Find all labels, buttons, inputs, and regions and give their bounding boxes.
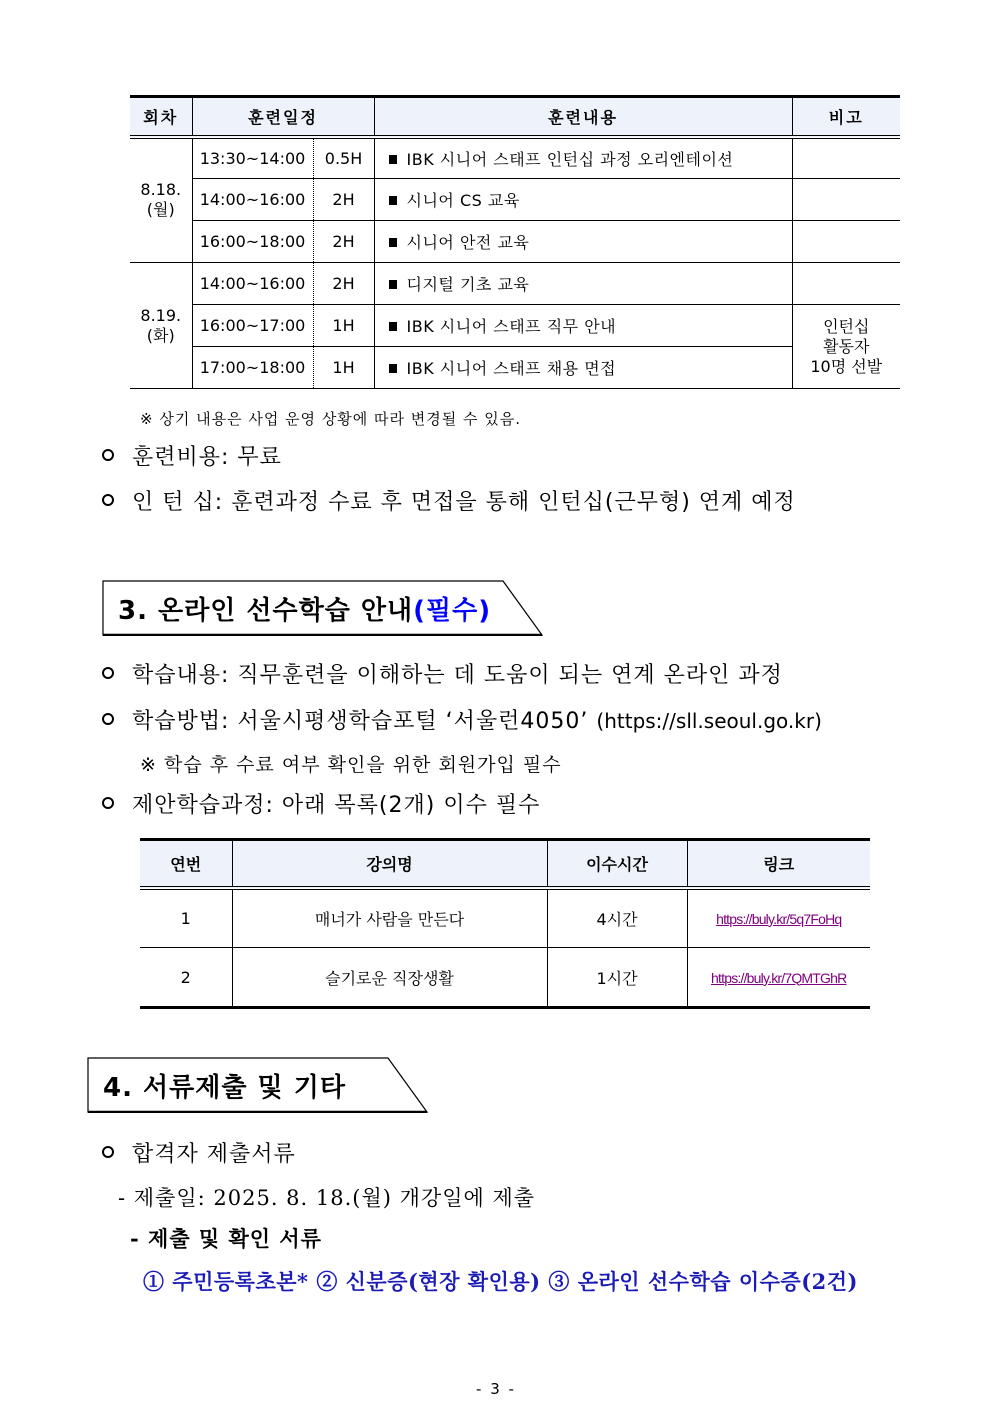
note-cell <box>792 221 900 263</box>
content-cell <box>374 179 792 221</box>
circle-bullet-icon <box>102 797 114 809</box>
training-cost-text: 훈련비용: 무료 <box>132 445 282 470</box>
time-cell: 14:00~16:00 <box>192 179 313 221</box>
table-row <box>130 263 900 305</box>
session-date-cell <box>130 263 192 389</box>
portal-url[interactable]: (https://sll.seoul.go.kr) <box>596 709 822 733</box>
circle-bullet-icon <box>102 494 114 506</box>
docs-heading-text: 합격자 제출서류 <box>132 1142 296 1167</box>
docs-heading-item <box>102 1137 296 1168</box>
duration-cell: 0.5H <box>313 137 374 179</box>
training-schedule-table <box>130 95 900 389</box>
time-cell: 17:00~18:00 <box>192 347 313 389</box>
duration-cell: 2H <box>313 263 374 305</box>
training-cost-item <box>102 440 282 471</box>
table-row <box>130 179 900 221</box>
content-cell <box>374 221 792 263</box>
submit-date: - 제출일: 2025. 8. 18.(월) 개강일에 제출 <box>118 1186 536 1210</box>
course-link[interactable]: https://buly.kr/7QMTGhR <box>711 969 847 986</box>
course-link[interactable]: https://buly.kr/5q7FoHq <box>716 910 842 927</box>
circle-bullet-icon <box>102 1146 114 1158</box>
square-bullet-icon <box>389 364 397 373</box>
learning-method-text: 학습방법: 서울시평생학습포털 ‘서울런4050’ <box>132 709 589 734</box>
header-link: 링크 <box>687 840 870 888</box>
time-cell: 16:00~18:00 <box>192 221 313 263</box>
square-bullet-icon <box>389 322 397 331</box>
header-course-name: 강의명 <box>232 840 547 888</box>
learning-content-text: 학습내용: 직무훈련을 이해하는 데 도움이 되는 연계 온라인 과정 <box>132 663 783 688</box>
duration-cell: 1H <box>313 347 374 389</box>
circle-bullet-icon <box>102 449 114 461</box>
course-name: 슬기로운 직장생활 <box>232 948 547 1008</box>
session-weekday: (화) <box>146 325 175 345</box>
square-bullet-icon <box>389 238 397 247</box>
session-date-cell <box>130 137 192 263</box>
table-row <box>140 948 870 1008</box>
section4-heading <box>87 1057 429 1112</box>
docs-list-heading: - 제출 및 확인 서류 <box>130 1226 322 1251</box>
course-no: 1 <box>140 888 232 948</box>
note-line: 인턴십 <box>823 316 870 336</box>
session-date: 8.18. <box>140 180 182 200</box>
note-cell <box>792 179 900 221</box>
time-cell: 16:00~17:00 <box>192 305 313 347</box>
content-cell <box>374 305 792 347</box>
header-no: 연번 <box>140 840 232 888</box>
schedule-header-row <box>130 97 900 137</box>
course-link-cell <box>687 948 870 1008</box>
course-link-cell <box>687 888 870 948</box>
learning-method-item <box>102 704 822 735</box>
course-table <box>140 838 870 1009</box>
duration-cell: 2H <box>313 221 374 263</box>
content-text: 시니어 CS 교육 <box>406 191 520 210</box>
table-row <box>140 888 870 948</box>
required-badge: (필수) <box>413 596 492 626</box>
page-number: - 3 - <box>476 1380 516 1398</box>
header-note: 비고 <box>792 97 900 137</box>
table-row <box>130 305 900 347</box>
circle-bullet-icon <box>102 667 114 679</box>
table-row <box>130 347 900 389</box>
content-cell <box>374 263 792 305</box>
course-name: 매너가 사람을 만든다 <box>232 888 547 948</box>
course-header-row <box>140 840 870 888</box>
note-line: 10명 선발 <box>810 356 883 376</box>
circle-bullet-icon <box>102 713 114 725</box>
time-cell: 14:00~16:00 <box>192 263 313 305</box>
duration-cell: 2H <box>313 179 374 221</box>
content-text: IBK 시니어 스태프 인턴십 과정 오리엔테이션 <box>406 149 734 169</box>
section3-heading <box>102 580 544 635</box>
header-session: 회차 <box>130 97 192 137</box>
merged-note-cell <box>792 305 900 389</box>
signup-note: ※ 학습 후 수료 여부 확인을 위한 회원가입 필수 <box>140 754 562 776</box>
content-cell <box>374 137 792 179</box>
schedule-footnote: ※ 상기 내용은 사업 운영 상황에 따라 변경될 수 있음. <box>140 410 522 428</box>
header-hours: 이수시간 <box>547 840 687 888</box>
table-row <box>130 137 900 179</box>
internship-item <box>102 485 796 516</box>
note-line: 활동자 <box>823 336 870 356</box>
internship-text: 인 턴 십: 훈련과정 수료 후 면접을 통해 인턴십(근무형) 연계 예정 <box>132 490 796 515</box>
course-no: 2 <box>140 948 232 1008</box>
content-text: IBK 시니어 스태프 직무 안내 <box>406 317 617 336</box>
section3-title-text: 3. 온라인 선수학습 안내 <box>118 596 414 626</box>
header-schedule: 훈련일정 <box>192 97 374 137</box>
content-text: IBK 시니어 스태프 채용 면접 <box>406 359 617 378</box>
square-bullet-icon <box>389 155 397 164</box>
section3-title <box>118 590 491 627</box>
course-hours: 4시간 <box>547 888 687 948</box>
course-hours: 1시간 <box>547 948 687 1008</box>
header-content: 훈련내용 <box>374 97 792 137</box>
section4-title: 4. 서류제출 및 기타 <box>103 1073 346 1103</box>
docs-list: ① 주민등록초본* ② 신분증(현장 확인용) ③ 온라인 선수학습 이수증(2건) <box>143 1269 858 1294</box>
content-text: 디지털 기초 교육 <box>406 275 530 294</box>
duration-cell: 1H <box>313 305 374 347</box>
content-cell <box>374 347 792 389</box>
note-cell <box>792 263 900 305</box>
note-cell <box>792 137 900 179</box>
square-bullet-icon <box>389 196 397 205</box>
content-text: 시니어 안전 교육 <box>406 233 530 252</box>
time-cell: 13:30~14:00 <box>192 137 313 179</box>
table-row <box>130 221 900 263</box>
learning-content-item <box>102 658 783 689</box>
courses-intro-item <box>102 788 540 819</box>
square-bullet-icon <box>389 280 397 289</box>
session-date: 8.19. <box>140 305 182 325</box>
session-weekday: (월) <box>146 200 175 220</box>
courses-intro-text: 제안학습과정: 아래 목록(2개) 이수 필수 <box>132 793 541 818</box>
